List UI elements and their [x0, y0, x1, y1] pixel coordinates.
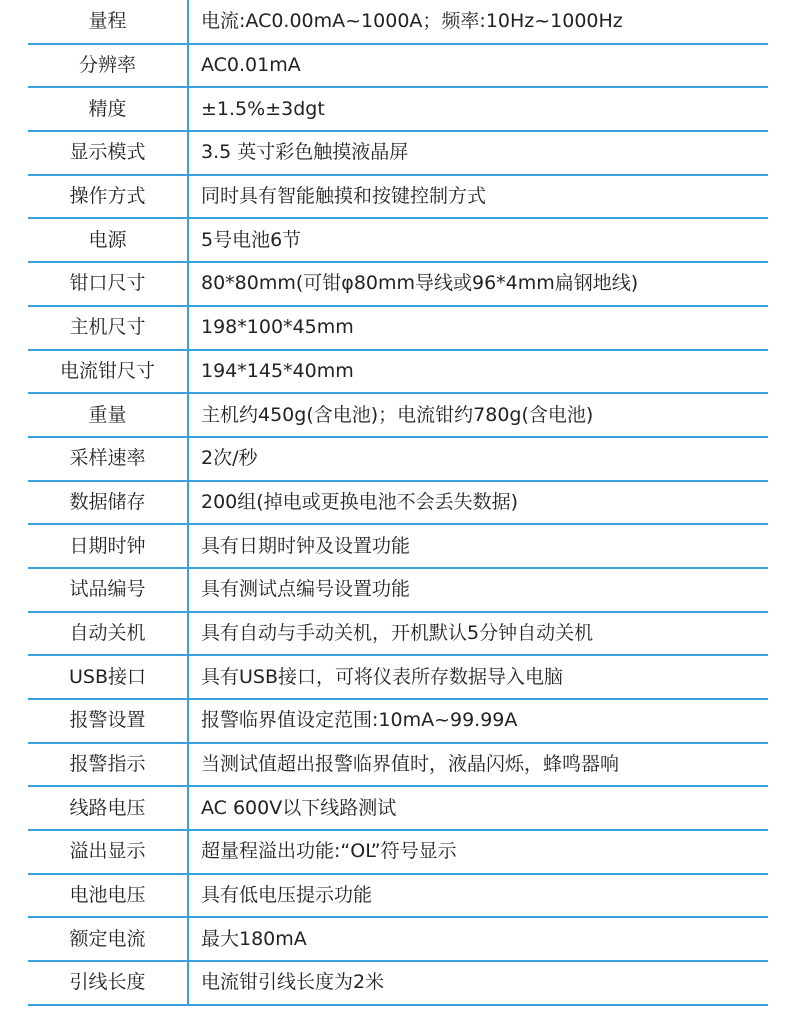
- spec-label: 主机尺寸: [28, 306, 188, 350]
- spec-label: 溢出显示: [28, 830, 188, 874]
- spec-value: 具有日期时钟及设置功能: [188, 524, 768, 568]
- spec-value: 同时具有智能触摸和按键控制方式: [188, 175, 768, 219]
- spec-row: [28, 917, 768, 961]
- spec-value: 5号电池6节: [188, 218, 768, 262]
- spec-label: 显示模式: [28, 131, 188, 175]
- spec-value: 194*145*40mm: [188, 350, 768, 394]
- spec-value: 电流:AC0.00mA~1000A；频率:10Hz~1000Hz: [188, 0, 768, 44]
- spec-value: 最大180mA: [188, 917, 768, 961]
- spec-label: 额定电流: [28, 917, 188, 961]
- spec-value: ±1.5%±3dgt: [188, 87, 768, 131]
- spec-row: [28, 524, 768, 568]
- spec-label: 线路电压: [28, 786, 188, 830]
- spec-label: 电流钳尺寸: [28, 350, 188, 394]
- spec-value: 电流钳引线长度为2米: [188, 961, 768, 1005]
- spec-row: [28, 393, 768, 437]
- spec-row: [28, 218, 768, 262]
- spec-value: 198*100*45mm: [188, 306, 768, 350]
- spec-label: 数据储存: [28, 481, 188, 525]
- spec-value: 具有USB接口，可将仪表所存数据导入电脑: [188, 655, 768, 699]
- spec-label: 试品编号: [28, 568, 188, 612]
- spec-row: [28, 175, 768, 219]
- spec-row: [28, 0, 768, 44]
- spec-label: 自动关机: [28, 612, 188, 656]
- spec-value: 当测试值超出报警临界值时，液晶闪烁，蜂鸣器响: [188, 743, 768, 787]
- spec-value: 200组(掉电或更换电池不会丢失数据): [188, 481, 768, 525]
- spec-value: 具有测试点编号设置功能: [188, 568, 768, 612]
- spec-row: [28, 743, 768, 787]
- spec-value: 3.5 英寸彩色触摸液晶屏: [188, 131, 768, 175]
- spec-value: AC 600V以下线路测试: [188, 786, 768, 830]
- spec-value: AC0.01mA: [188, 44, 768, 88]
- spec-value: 具有自动与手动关机，开机默认5分钟自动关机: [188, 612, 768, 656]
- spec-label: 报警设置: [28, 699, 188, 743]
- spec-table-body: [28, 0, 768, 1005]
- spec-row: [28, 481, 768, 525]
- spec-table: [28, 0, 768, 1006]
- spec-label: 日期时钟: [28, 524, 188, 568]
- spec-row: [28, 612, 768, 656]
- spec-label: 采样速率: [28, 437, 188, 481]
- spec-row: [28, 961, 768, 1005]
- spec-row: [28, 699, 768, 743]
- spec-value: 主机约450g(含电池)；电流钳约780g(含电池): [188, 393, 768, 437]
- spec-label: 操作方式: [28, 175, 188, 219]
- spec-label: 量程: [28, 0, 188, 44]
- spec-row: [28, 87, 768, 131]
- spec-row: [28, 44, 768, 88]
- spec-label: 报警指示: [28, 743, 188, 787]
- spec-row: [28, 437, 768, 481]
- spec-row: [28, 350, 768, 394]
- spec-value: 2次/秒: [188, 437, 768, 481]
- spec-row: [28, 131, 768, 175]
- spec-label: 精度: [28, 87, 188, 131]
- spec-value: 报警临界值设定范围:10mA~99.99A: [188, 699, 768, 743]
- spec-label: 电源: [28, 218, 188, 262]
- spec-label: 分辨率: [28, 44, 188, 88]
- spec-value: 80*80mm(可钳φ80mm导线或96*4mm扁钢地线): [188, 262, 768, 306]
- spec-label: 引线长度: [28, 961, 188, 1005]
- spec-row: [28, 262, 768, 306]
- spec-label: 重量: [28, 393, 188, 437]
- spec-row: [28, 306, 768, 350]
- spec-label: 钳口尺寸: [28, 262, 188, 306]
- spec-row: [28, 830, 768, 874]
- spec-row: [28, 874, 768, 918]
- spec-row: [28, 655, 768, 699]
- spec-label: USB接口: [28, 655, 188, 699]
- spec-value: 具有低电压提示功能: [188, 874, 768, 918]
- spec-row: [28, 786, 768, 830]
- spec-value: 超量程溢出功能:“OL”符号显示: [188, 830, 768, 874]
- spec-row: [28, 568, 768, 612]
- spec-label: 电池电压: [28, 874, 188, 918]
